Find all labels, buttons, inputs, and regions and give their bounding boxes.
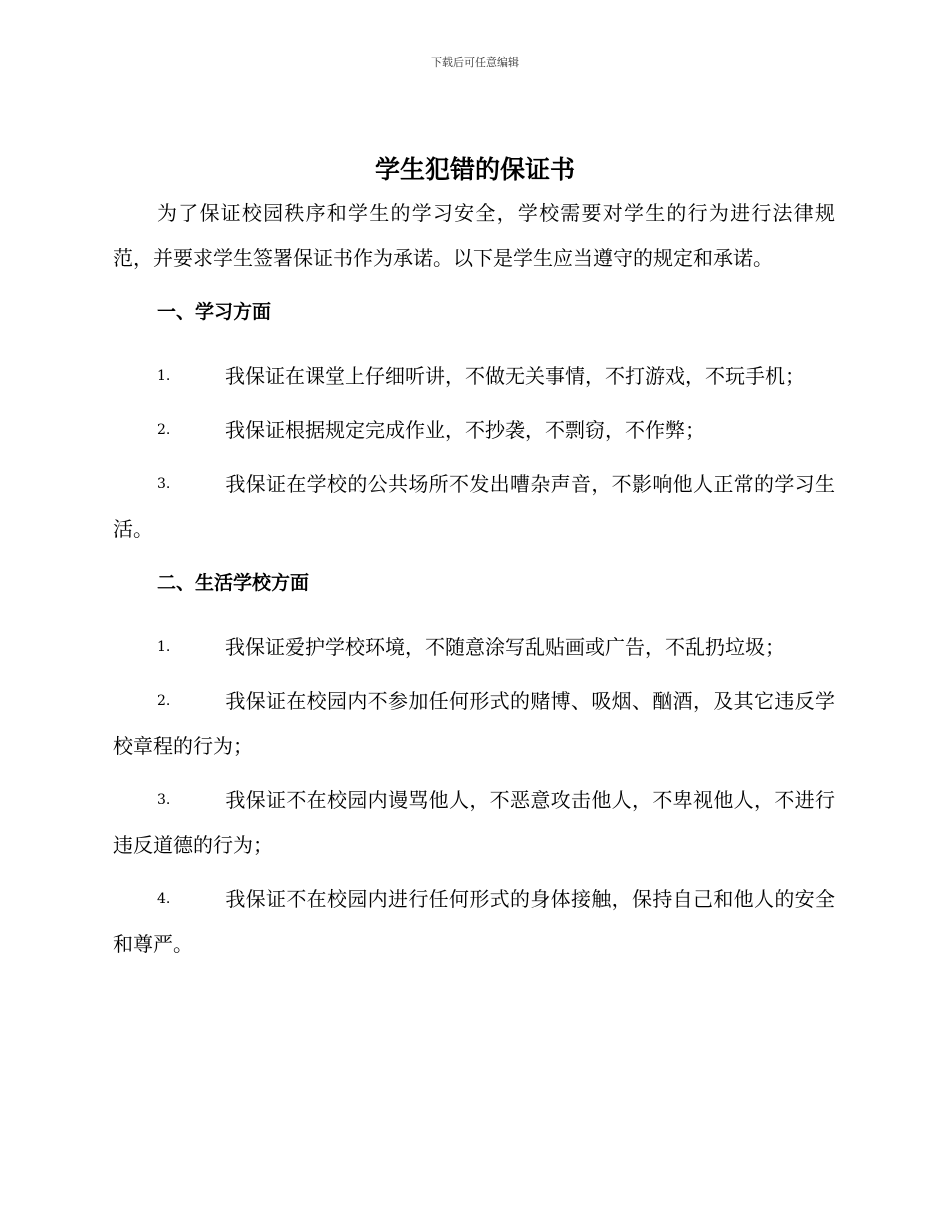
list-item	[113, 616, 835, 670]
item-number: 4.	[157, 891, 171, 907]
list-item	[113, 453, 835, 552]
section-heading: 一、学习方面	[157, 301, 272, 323]
list-item	[113, 345, 835, 399]
item-text: 我保证在课堂上仔细听讲，不做无关事情，不打游戏，不玩手机；	[225, 364, 805, 388]
intro-paragraph: 为了保证校园秩序和学生的学习安全，学校需要对学生的行为进行法律规范，并要求学生签署保证书作为承诺。以下是学生应当遵守的规定和承诺。	[113, 201, 835, 270]
item-number: 3.	[157, 792, 171, 808]
item-text: 我保证不在校园内谩骂他人，不恶意攻击他人，不卑视他人，不进行违反道德的行为；	[113, 788, 835, 857]
document-body	[113, 191, 835, 967]
section-heading: 二、生活学校方面	[157, 572, 310, 594]
section-school-life	[113, 552, 835, 967]
item-text: 我保证在校园内不参加任何形式的赌博、吸烟、酗酒，及其它违反学校章程的行为；	[113, 689, 835, 758]
section-study	[113, 281, 835, 552]
item-number: 2.	[157, 422, 171, 438]
header-note: 下载后可任意编辑	[431, 56, 519, 69]
list-item	[113, 769, 835, 868]
item-number: 2.	[157, 693, 171, 709]
item-text: 我保证在学校的公共场所不发出嘈杂声音，不影响他人正常的学习生活。	[113, 472, 835, 541]
list-item	[113, 670, 835, 769]
item-number: 1.	[157, 639, 171, 655]
item-number: 3.	[157, 476, 171, 492]
item-text: 我保证根据规定完成作业，不抄袭，不剽窃，不作弊；	[225, 418, 705, 442]
item-text: 我保证爱护学校环境，不随意涂写乱贴画或广告，不乱扔垃圾；	[225, 635, 785, 659]
list-item	[113, 868, 835, 967]
list-item	[113, 399, 835, 453]
item-number: 1.	[157, 368, 171, 384]
document-title: 学生犯错的保证书	[374, 155, 575, 184]
item-text: 我保证不在校园内进行任何形式的身体接触，保持自己和他人的安全和尊严。	[113, 887, 835, 956]
